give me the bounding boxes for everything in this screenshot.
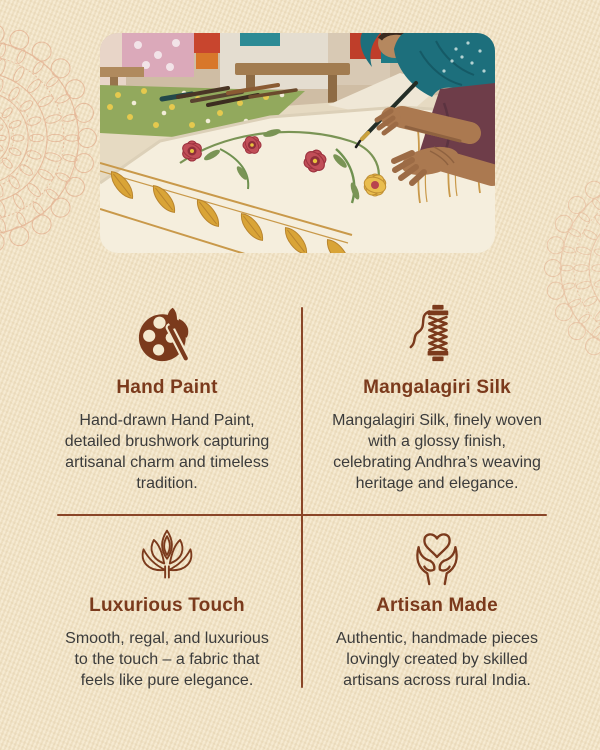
feature-card-mangalagiri-silk	[312, 301, 562, 494]
feature-title: Luxurious Touch	[89, 595, 245, 616]
artisan-photo-illustration	[100, 33, 495, 253]
lotus-icon	[136, 524, 198, 586]
hands-heart-icon	[406, 524, 468, 586]
feature-description: Hand-drawn Hand Paint, detailed brushwork capturing artisanal charm and timeless tradition.	[64, 412, 270, 492]
thread-spool-icon	[407, 301, 467, 365]
feature-card-luxurious-touch	[42, 524, 292, 691]
feature-title: Mangalagiri Silk	[363, 377, 511, 398]
feature-title: Hand Paint	[116, 377, 218, 398]
mandala-left-icon	[0, 24, 96, 251]
artisan-photo	[100, 33, 495, 253]
divider-horizontal	[57, 514, 547, 516]
feature-card-hand-paint	[42, 301, 292, 494]
feature-title: Artisan Made	[376, 595, 498, 616]
feature-description: Mangalagiri Silk, finely woven with a glossy finish, celebrating Andhra’s weaving heritage and elegance.	[332, 412, 542, 492]
palette-icon	[137, 301, 197, 365]
feature-card-artisan-made	[312, 524, 562, 691]
divider-vertical	[301, 307, 303, 688]
feature-description: Smooth, regal, and luxurious to the touch – a fabric that feels like pure elegance.	[65, 630, 269, 689]
feature-description: Authentic, handmade pieces lovingly created by skilled artisans across rural India.	[336, 630, 538, 689]
